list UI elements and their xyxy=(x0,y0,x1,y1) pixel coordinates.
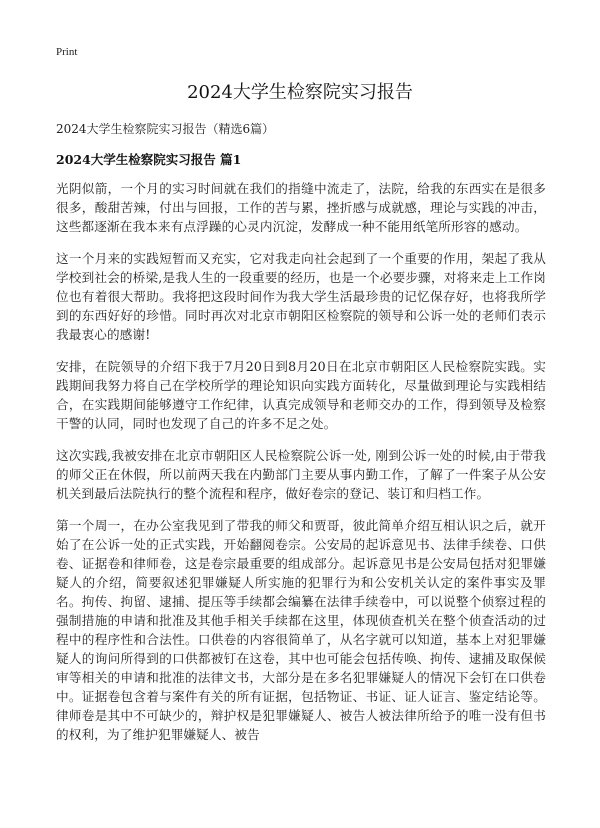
paragraph-2: 这一个月来的实践短暂而又充实，它对我走向社会起到了一个重要的作用，架起了我从学校到社会的桥梁,是我人生的一段重要的经历，也是一个必要步骤，对将来走上工作岗位也有着很大帮助。我将把这段时间作为我大学生活最珍贵的记忆保存好，也将我所学到的东西好好的珍惜。同时再次对北京市朝阳区检察院的领导和公诉一处的老师们表示我最衷心的感谢! xyxy=(56,251,546,342)
paragraph-1: 光阴似箭，一个月的实习时间就在我们的指缝中流走了，法院，给我的东西实在是很多很多，酸甜苦辣，付出与回报，工作的苦与累，挫折感与成就感，理论与实践的冲击，这些都逐渐在我本来有点浮躁的心灵内沉淀，发酵成一种不能用纸笔所形容的感动。 xyxy=(56,181,546,234)
paragraph-5: 第一个周一，在办公室我见到了带我的师父和贾哥，彼此简单介绍互相认识之后，就开始了在公诉一处的正式实践，开始翻阅卷宗。公安局的起诉意见书、法律手续卷、口供卷、证据卷和律师卷，这是卷宗最重要的组成部分。起诉意见书是公安局包括对犯罪嫌疑人的介绍，简要叙述犯罪嫌疑人所实施的犯罪行为和公安机关认定的案件事实及罪名。拘传、拘留、逮捕、提压等手续都会编纂在法律手续卷中，可以说整个侦察过程的强制措施的申请和批准及其他手相关手续都在这里，体现侦查机关在整个侦查活动的过程中的程序性和合法性。口供卷的内容很简单了，从名字就可以知道，基本上对犯罪嫌疑人的询问所得到的口供都被钉在这卷，其中也可能会包括传唤、拘传、逮捕及取保候审等相关的申请和批准的法律文书，大部分是在多名犯罪嫌疑人的情况下会钉在口供卷中。证据卷包含着与案件有关的所有证据，包括物证、书证、证人证言、鉴定结论等。律师卷是其中不可缺少的，辩护权是犯罪嫌疑人、被告人被法律所给予的唯一没有但书的权利，为了维护犯罪嫌疑人、被告 xyxy=(56,518,546,742)
print-link[interactable]: Print xyxy=(56,46,78,58)
document-subtitle: 2024大学生检察院实习报告（精选6篇） xyxy=(56,122,275,136)
paragraph-4: 这次实践,我被安排在北京市朝阳区人民检察院公诉一处, 刚到公诉一处的时候,由于带我的师父正在休假，所以前两天我在内勤部门主要从事内勤工作，了解了一件案子从公安机关到最后法院执行的整个流程和程序，做好卷宗的登记、装订和归档工作。 xyxy=(56,448,546,501)
document-body xyxy=(56,179,546,757)
page-title: 2024大学生检察院实习报告 xyxy=(187,82,413,103)
paragraph-3: 安排，在院领导的介绍下我于7月20日到8月20日在北京市朝阳区人民检察院实践。实践期间我努力将自己在学校所学的理论知识向实践方面转化，尽量做到理论与实践相结合，在实践期间能够遵守工作纪律，认真完成领导和老师交办的工作，得到领导及检察干警的认同，同时也发现了自己的许多不足之处。 xyxy=(56,359,546,431)
section-heading: 2024大学生检察院实习报告 篇1 xyxy=(56,152,242,167)
